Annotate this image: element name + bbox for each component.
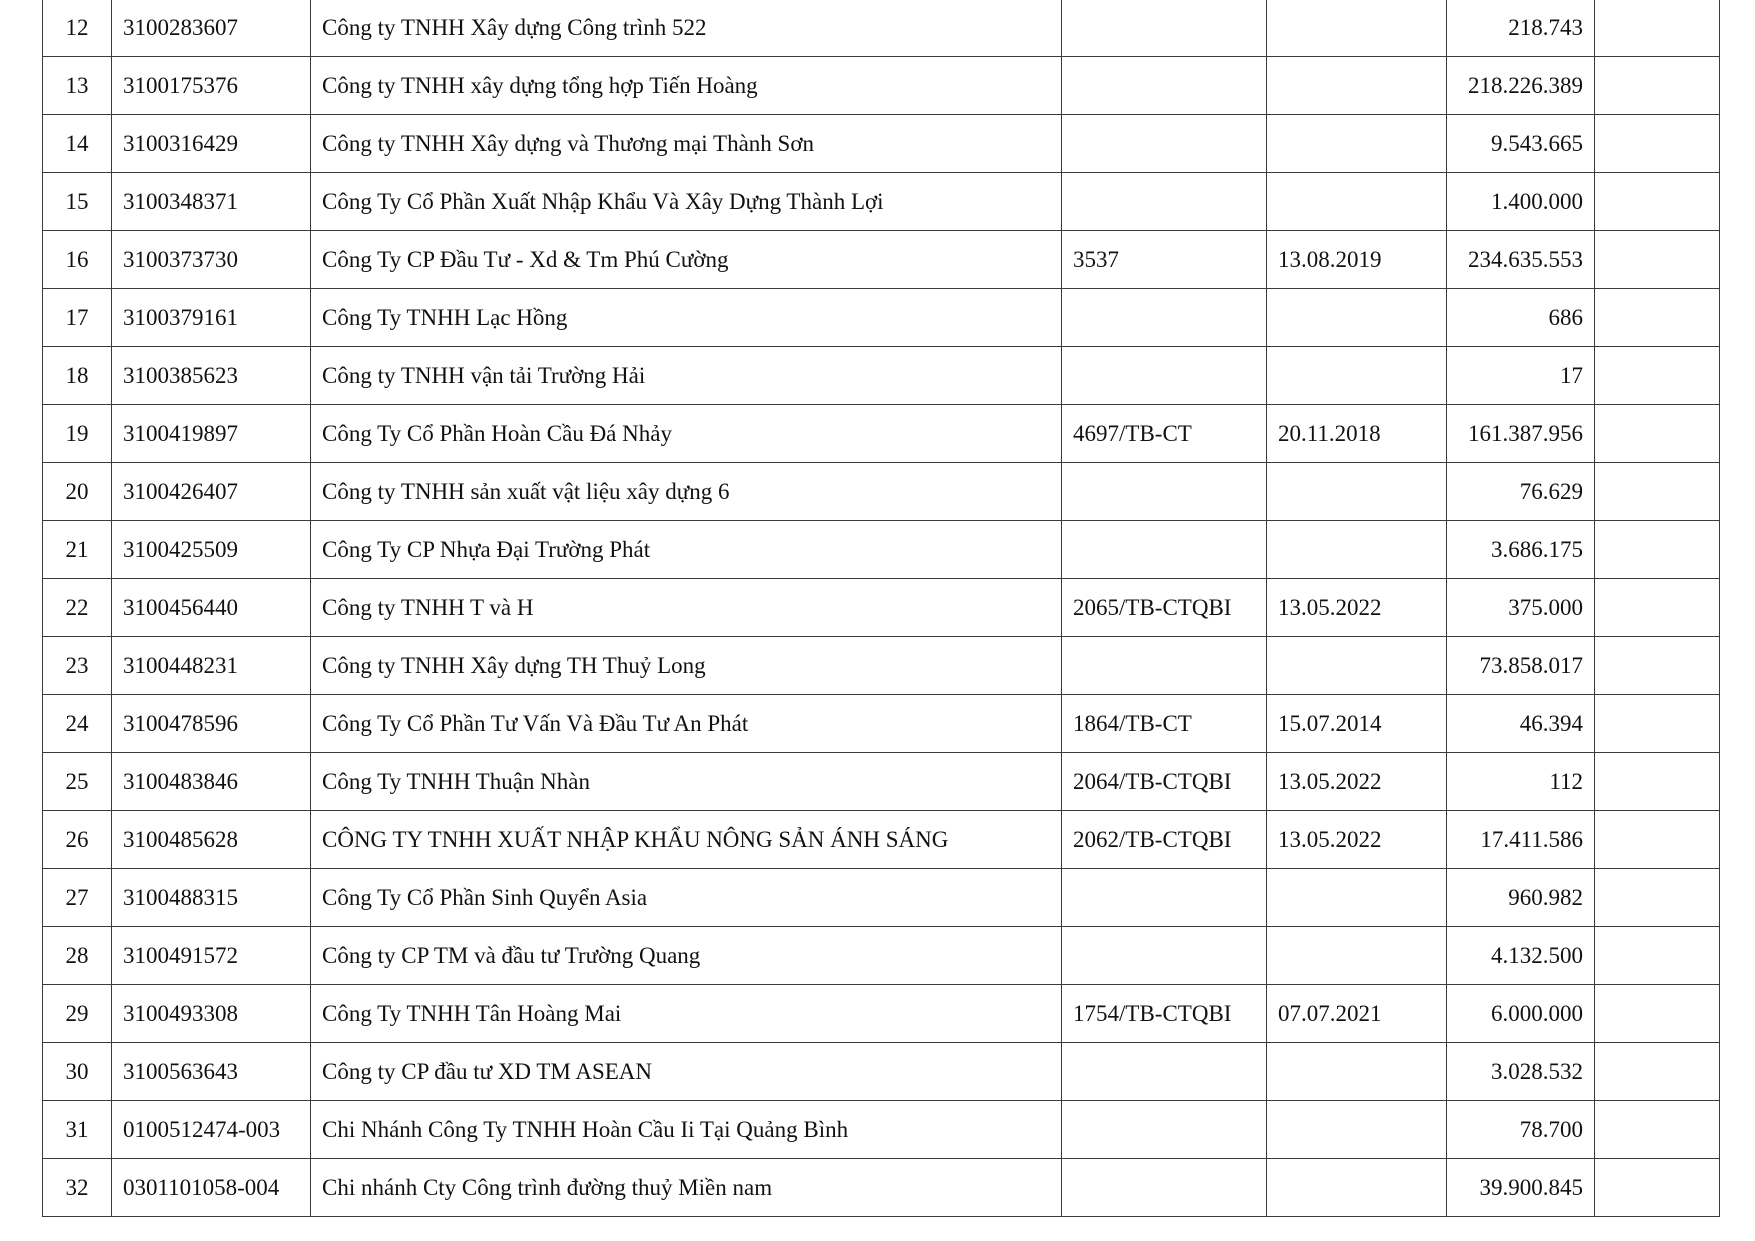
- row-number: 30: [43, 1043, 112, 1101]
- notice-date-cell: 15.07.2014: [1267, 695, 1447, 753]
- tax-code-cell: 3100485628: [112, 811, 311, 869]
- tax-code-cell: 3100478596: [112, 695, 311, 753]
- notice-date-cell: 13.05.2022: [1267, 579, 1447, 637]
- company-name-cell: Công Ty CP Nhựa Đại Trường Phát: [311, 521, 1062, 579]
- company-name-cell: Công Ty Cổ Phần Tư Vấn Và Đầu Tư An Phát: [311, 695, 1062, 753]
- company-name-cell: Công ty TNHH T và H: [311, 579, 1062, 637]
- table-row: [43, 57, 1720, 115]
- debt-amount-cell: 960.982: [1447, 869, 1595, 927]
- notice-date-cell: [1267, 1101, 1447, 1159]
- debt-amount-cell: 234.635.553: [1447, 231, 1595, 289]
- row-number: 32: [43, 1159, 112, 1217]
- tax-code-cell: 3100448231: [112, 637, 311, 695]
- row-number: 17: [43, 289, 112, 347]
- notice-number-cell: [1062, 521, 1267, 579]
- notice-date-cell: [1267, 173, 1447, 231]
- notice-number-cell: 2065/TB-CTQBI: [1062, 579, 1267, 637]
- notice-number-cell: [1062, 637, 1267, 695]
- note-cell: [1595, 869, 1720, 927]
- company-name-cell: Công ty CP đầu tư XD TM ASEAN: [311, 1043, 1062, 1101]
- notice-number-cell: [1062, 173, 1267, 231]
- row-number: 13: [43, 57, 112, 115]
- debt-amount-cell: 3.028.532: [1447, 1043, 1595, 1101]
- table-row: [43, 753, 1720, 811]
- row-number: 27: [43, 869, 112, 927]
- table-row: [43, 231, 1720, 289]
- tax-code-cell: 3100491572: [112, 927, 311, 985]
- tax-code-cell: 3100316429: [112, 115, 311, 173]
- notice-number-cell: [1062, 115, 1267, 173]
- notice-number-cell: [1062, 869, 1267, 927]
- note-cell: [1595, 985, 1720, 1043]
- company-name-cell: Công Ty TNHH Thuận Nhàn: [311, 753, 1062, 811]
- notice-number-cell: 1754/TB-CTQBI: [1062, 985, 1267, 1043]
- company-name-cell: Chi Nhánh Công Ty TNHH Hoàn Cầu Ii Tại Quảng Bình: [311, 1101, 1062, 1159]
- notice-number-cell: 1864/TB-CT: [1062, 695, 1267, 753]
- row-number: 19: [43, 405, 112, 463]
- notice-date-cell: [1267, 115, 1447, 173]
- note-cell: [1595, 695, 1720, 753]
- notice-date-cell: [1267, 869, 1447, 927]
- note-cell: [1595, 173, 1720, 231]
- notice-number-cell: 3537: [1062, 231, 1267, 289]
- notice-date-cell: 20.11.2018: [1267, 405, 1447, 463]
- tax-code-cell: 3100385623: [112, 347, 311, 405]
- notice-date-cell: 13.08.2019: [1267, 231, 1447, 289]
- table-row: [43, 637, 1720, 695]
- note-cell: [1595, 347, 1720, 405]
- company-name-cell: Công ty TNHH Xây dựng Công trình 522: [311, 0, 1062, 57]
- tax-code-cell: 3100493308: [112, 985, 311, 1043]
- notice-date-cell: [1267, 637, 1447, 695]
- tax-code-cell: 3100456440: [112, 579, 311, 637]
- tax-code-cell: 3100488315: [112, 869, 311, 927]
- tax-code-cell: 3100483846: [112, 753, 311, 811]
- note-cell: [1595, 0, 1720, 57]
- tax-code-cell: 3100283607: [112, 0, 311, 57]
- tax-code-cell: 3100348371: [112, 173, 311, 231]
- debt-amount-cell: 78.700: [1447, 1101, 1595, 1159]
- notice-number-cell: 2062/TB-CTQBI: [1062, 811, 1267, 869]
- debt-amount-cell: 46.394: [1447, 695, 1595, 753]
- table-row: [43, 695, 1720, 753]
- row-number: 20: [43, 463, 112, 521]
- table-row: [43, 869, 1720, 927]
- table-row: [43, 1043, 1720, 1101]
- debt-amount-cell: 3.686.175: [1447, 521, 1595, 579]
- company-name-cell: Công ty CP TM và đầu tư Trường Quang: [311, 927, 1062, 985]
- company-name-cell: Công Ty CP Đầu Tư - Xd & Tm Phú Cường: [311, 231, 1062, 289]
- table-row: [43, 521, 1720, 579]
- company-name-cell: CÔNG TY TNHH XUẤT NHẬP KHẨU NÔNG SẢN ÁNH SÁNG: [311, 811, 1062, 869]
- note-cell: [1595, 57, 1720, 115]
- row-number: 15: [43, 173, 112, 231]
- note-cell: [1595, 579, 1720, 637]
- notice-date-cell: [1267, 1043, 1447, 1101]
- company-name-cell: Công ty TNHH vận tải Trường Hải: [311, 347, 1062, 405]
- company-name-cell: Công Ty Cổ Phần Hoàn Cầu Đá Nhảy: [311, 405, 1062, 463]
- debt-amount-cell: 218.226.389: [1447, 57, 1595, 115]
- notice-number-cell: [1062, 289, 1267, 347]
- debt-amount-cell: 686: [1447, 289, 1595, 347]
- table-row: [43, 289, 1720, 347]
- notice-number-cell: [1062, 347, 1267, 405]
- notice-number-cell: [1062, 927, 1267, 985]
- table-row: [43, 463, 1720, 521]
- notice-number-cell: [1062, 1159, 1267, 1217]
- debt-amount-cell: 9.543.665: [1447, 115, 1595, 173]
- table-row: [43, 811, 1720, 869]
- note-cell: [1595, 1043, 1720, 1101]
- company-name-cell: Công ty TNHH Xây dựng TH Thuỷ Long: [311, 637, 1062, 695]
- company-name-cell: Công ty TNHH Xây dựng và Thương mại Thành Sơn: [311, 115, 1062, 173]
- note-cell: [1595, 521, 1720, 579]
- notice-number-cell: [1062, 1101, 1267, 1159]
- table-row: [43, 1159, 1720, 1217]
- debt-table: [42, 0, 1720, 1217]
- row-number: 31: [43, 1101, 112, 1159]
- row-number: 24: [43, 695, 112, 753]
- note-cell: [1595, 115, 1720, 173]
- row-number: 25: [43, 753, 112, 811]
- notice-number-cell: [1062, 1043, 1267, 1101]
- note-cell: [1595, 231, 1720, 289]
- tax-code-cell: 3100563643: [112, 1043, 311, 1101]
- notice-date-cell: 07.07.2021: [1267, 985, 1447, 1043]
- company-name-cell: Công Ty Cổ Phần Sinh Quyển Asia: [311, 869, 1062, 927]
- notice-number-cell: [1062, 57, 1267, 115]
- note-cell: [1595, 463, 1720, 521]
- row-number: 23: [43, 637, 112, 695]
- tax-code-cell: 3100373730: [112, 231, 311, 289]
- row-number: 28: [43, 927, 112, 985]
- table-body: [43, 0, 1720, 1217]
- row-number: 16: [43, 231, 112, 289]
- debt-amount-cell: 73.858.017: [1447, 637, 1595, 695]
- debt-amount-cell: 76.629: [1447, 463, 1595, 521]
- notice-number-cell: [1062, 463, 1267, 521]
- row-number: 21: [43, 521, 112, 579]
- notice-date-cell: [1267, 1159, 1447, 1217]
- note-cell: [1595, 1159, 1720, 1217]
- notice-date-cell: [1267, 289, 1447, 347]
- table-row: [43, 173, 1720, 231]
- notice-date-cell: 13.05.2022: [1267, 811, 1447, 869]
- tax-code-cell: 3100426407: [112, 463, 311, 521]
- notice-date-cell: [1267, 0, 1447, 57]
- tax-code-cell: 0100512474-003: [112, 1101, 311, 1159]
- table-row: [43, 985, 1720, 1043]
- row-number: 14: [43, 115, 112, 173]
- notice-number-cell: 2064/TB-CTQBI: [1062, 753, 1267, 811]
- notice-date-cell: 13.05.2022: [1267, 753, 1447, 811]
- debt-amount-cell: 161.387.956: [1447, 405, 1595, 463]
- company-name-cell: Công Ty Cổ Phần Xuất Nhập Khẩu Và Xây Dựng Thành Lợi: [311, 173, 1062, 231]
- row-number: 18: [43, 347, 112, 405]
- debt-amount-cell: 4.132.500: [1447, 927, 1595, 985]
- notice-date-cell: [1267, 463, 1447, 521]
- note-cell: [1595, 1101, 1720, 1159]
- row-number: 12: [43, 0, 112, 57]
- notice-date-cell: [1267, 347, 1447, 405]
- company-name-cell: Công Ty TNHH Lạc Hồng: [311, 289, 1062, 347]
- debt-amount-cell: 375.000: [1447, 579, 1595, 637]
- row-number: 29: [43, 985, 112, 1043]
- table-row: [43, 347, 1720, 405]
- table-row: [43, 405, 1720, 463]
- company-name-cell: Công ty TNHH sản xuất vật liệu xây dựng 6: [311, 463, 1062, 521]
- notice-date-cell: [1267, 927, 1447, 985]
- debt-amount-cell: 1.400.000: [1447, 173, 1595, 231]
- note-cell: [1595, 753, 1720, 811]
- tax-code-cell: 3100379161: [112, 289, 311, 347]
- tax-code-cell: 3100419897: [112, 405, 311, 463]
- row-number: 26: [43, 811, 112, 869]
- note-cell: [1595, 811, 1720, 869]
- row-number: 22: [43, 579, 112, 637]
- debt-amount-cell: 17.411.586: [1447, 811, 1595, 869]
- company-name-cell: Chi nhánh Cty Công trình đường thuỷ Miền nam: [311, 1159, 1062, 1217]
- debt-amount-cell: 218.743: [1447, 0, 1595, 57]
- note-cell: [1595, 289, 1720, 347]
- company-name-cell: Công Ty TNHH Tân Hoàng Mai: [311, 985, 1062, 1043]
- debt-amount-cell: 6.000.000: [1447, 985, 1595, 1043]
- notice-number-cell: 4697/TB-CT: [1062, 405, 1267, 463]
- tax-code-cell: 0301101058-004: [112, 1159, 311, 1217]
- note-cell: [1595, 637, 1720, 695]
- tax-code-cell: 3100425509: [112, 521, 311, 579]
- table-row: [43, 579, 1720, 637]
- notice-date-cell: [1267, 57, 1447, 115]
- table-row: [43, 115, 1720, 173]
- debt-amount-cell: 112: [1447, 753, 1595, 811]
- table-row: [43, 927, 1720, 985]
- company-name-cell: Công ty TNHH xây dựng tổng hợp Tiến Hoàng: [311, 57, 1062, 115]
- debt-amount-cell: 17: [1447, 347, 1595, 405]
- notice-date-cell: [1267, 521, 1447, 579]
- debt-amount-cell: 39.900.845: [1447, 1159, 1595, 1217]
- tax-code-cell: 3100175376: [112, 57, 311, 115]
- note-cell: [1595, 405, 1720, 463]
- table-row: [43, 0, 1720, 57]
- note-cell: [1595, 927, 1720, 985]
- table-row: [43, 1101, 1720, 1159]
- notice-number-cell: [1062, 0, 1267, 57]
